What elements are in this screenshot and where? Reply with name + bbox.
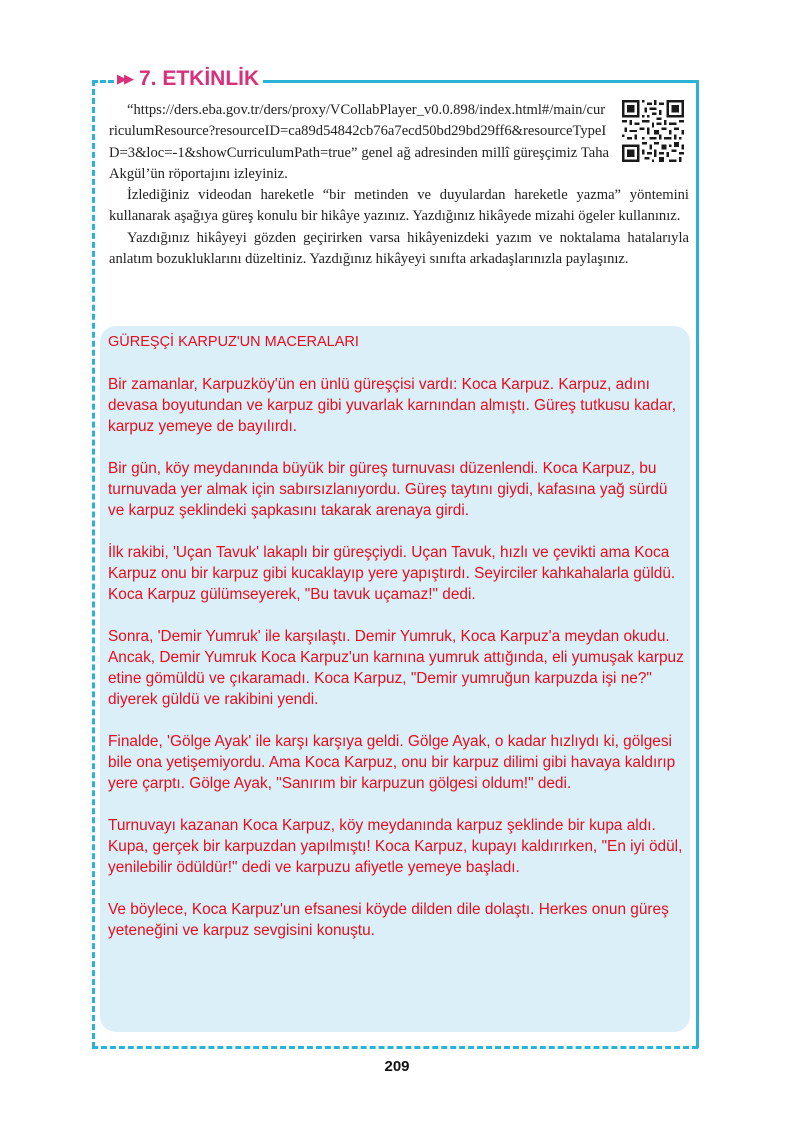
instruction-writing: İzlediğiniz videodan hareketle “bir metinden ve duyulardan hareketle yazma” yöntemini kullanarak aşağıya güreş konulu bir hikâye yazınız. Yazdığınız hikâyede mizahi ögeler kullanınız.: [109, 187, 689, 225]
page-number: 209: [384, 1058, 410, 1075]
frame-top: [258, 80, 698, 83]
frame-bottom: [92, 1046, 698, 1049]
frame-right: [696, 80, 699, 1048]
story-text: [108, 332, 686, 962]
story-paragraph: Turnuvayı kazanan Koca Karpuz, köy meydanında karpuz şeklinde bir kupa aldı. Kupa, gerçek bir karpuzdan yapılmıştı! Koca Karpuz, kupayı kaldırırken, "En iyi ödül, yenilebilir ödüldür!" dedi ve karpuzu afiyetle yemeye başladı.: [108, 817, 683, 876]
story-paragraph: Sonra, 'Demir Yumruk' ile karşılaştı. Demir Yumruk, Koca Karpuz'a meydan okudu. Ancak, Demir Yumruk Koca Karpuz'un karnına yumruk attığında, eli yumuşak karpuz etine gömüldü ve çıkaramadı. Koca Karpuz, "Demir yumruğun karpuzda işi ne?" diyerek güldü ve rakibini yendi.: [108, 628, 684, 708]
story-paragraph: Bir gün, köy meydanında büyük bir güreş turnuvası düzenlendi. Koca Karpuz, bu turnuvada yer almak için sabırsızlanıyordu. Güreş taytını giydi, kafasına yağ sürdü ve karpuz şeklindeki şapkasını takarak arenaya girdi.: [108, 460, 668, 519]
instruction-video-link: “https://ders.eba.gov.tr/ders/proxy/VCollabPlayer_v0.0.898/index.html#/main/curriculumResource?resourceID=ca89d54842cb76a7ecd50bd29bd29ff6&resourceTypeID=3&loc=-1&showCurriculumPath=true” genel ağ adresinden millî güreşçimiz Taha Akgül’ün röportajını izleyiniz.: [109, 102, 609, 182]
frame-left: [92, 80, 95, 1048]
activity-instructions: [109, 100, 689, 270]
story-paragraph: Ve böylece, Koca Karpuz'un efsanesi köyde dilden dile dolaştı. Herkes onun güreş yeteneğini ve karpuz sevgisini konuştu.: [108, 901, 669, 939]
story-paragraph: Finalde, 'Gölge Ayak' ile karşı karşıya geldi. Gölge Ayak, o kadar hızlıydı ki, gölgesi bile ona yetişemiyordu. Ama Koca Karpuz, onu bir karpuz dilimi gibi havaya kaldırıp yere çarptı. Gölge Ayak, "Sanırım bir karpuzun gölgesi oldum!" dedi.: [108, 733, 676, 792]
frame-top-left: [92, 80, 114, 83]
story-paragraph: Bir zamanlar, Karpuzköy'ün en ünlü güreşçisi vardı: Koca Karpuz. Karpuz, adını devasa boyutundan ve karpuz gibi yuvarlak karnından almıştı. Güreş tutkusu kadar, karpuz yemeye de bayılırdı.: [108, 376, 677, 435]
activity-heading: [117, 64, 263, 94]
double-arrow-icon: ▶▶: [117, 71, 131, 87]
story-paragraph: İlk rakibi, 'Uçan Tavuk' lakaplı bir güreşçiydi. Uçan Tavuk, hızlı ve çevikti ama Koca Karpuz onu bir karpuz gibi kucaklayıp yere yapıştırdı. Seyirciler kahkahalarla güldü. Koca Karpuz gülümseyerek, "Bu tavuk uçamaz!" dedi.: [108, 544, 676, 603]
instruction-review: Yazdığınız hikâyeyi gözden geçirirken varsa hikâyenizdeki yazım ve noktalama hatalarıyla anlatım bozukluklarını düzeltiniz. Yazdığınız hikâyeyi sınıfta arkadaşlarınızla paylaşınız.: [109, 229, 689, 268]
activity-title: 7. ETKİNLİK: [139, 67, 260, 90]
story-title: GÜREŞÇİ KARPUZ'UN MACERALARI: [108, 334, 359, 350]
